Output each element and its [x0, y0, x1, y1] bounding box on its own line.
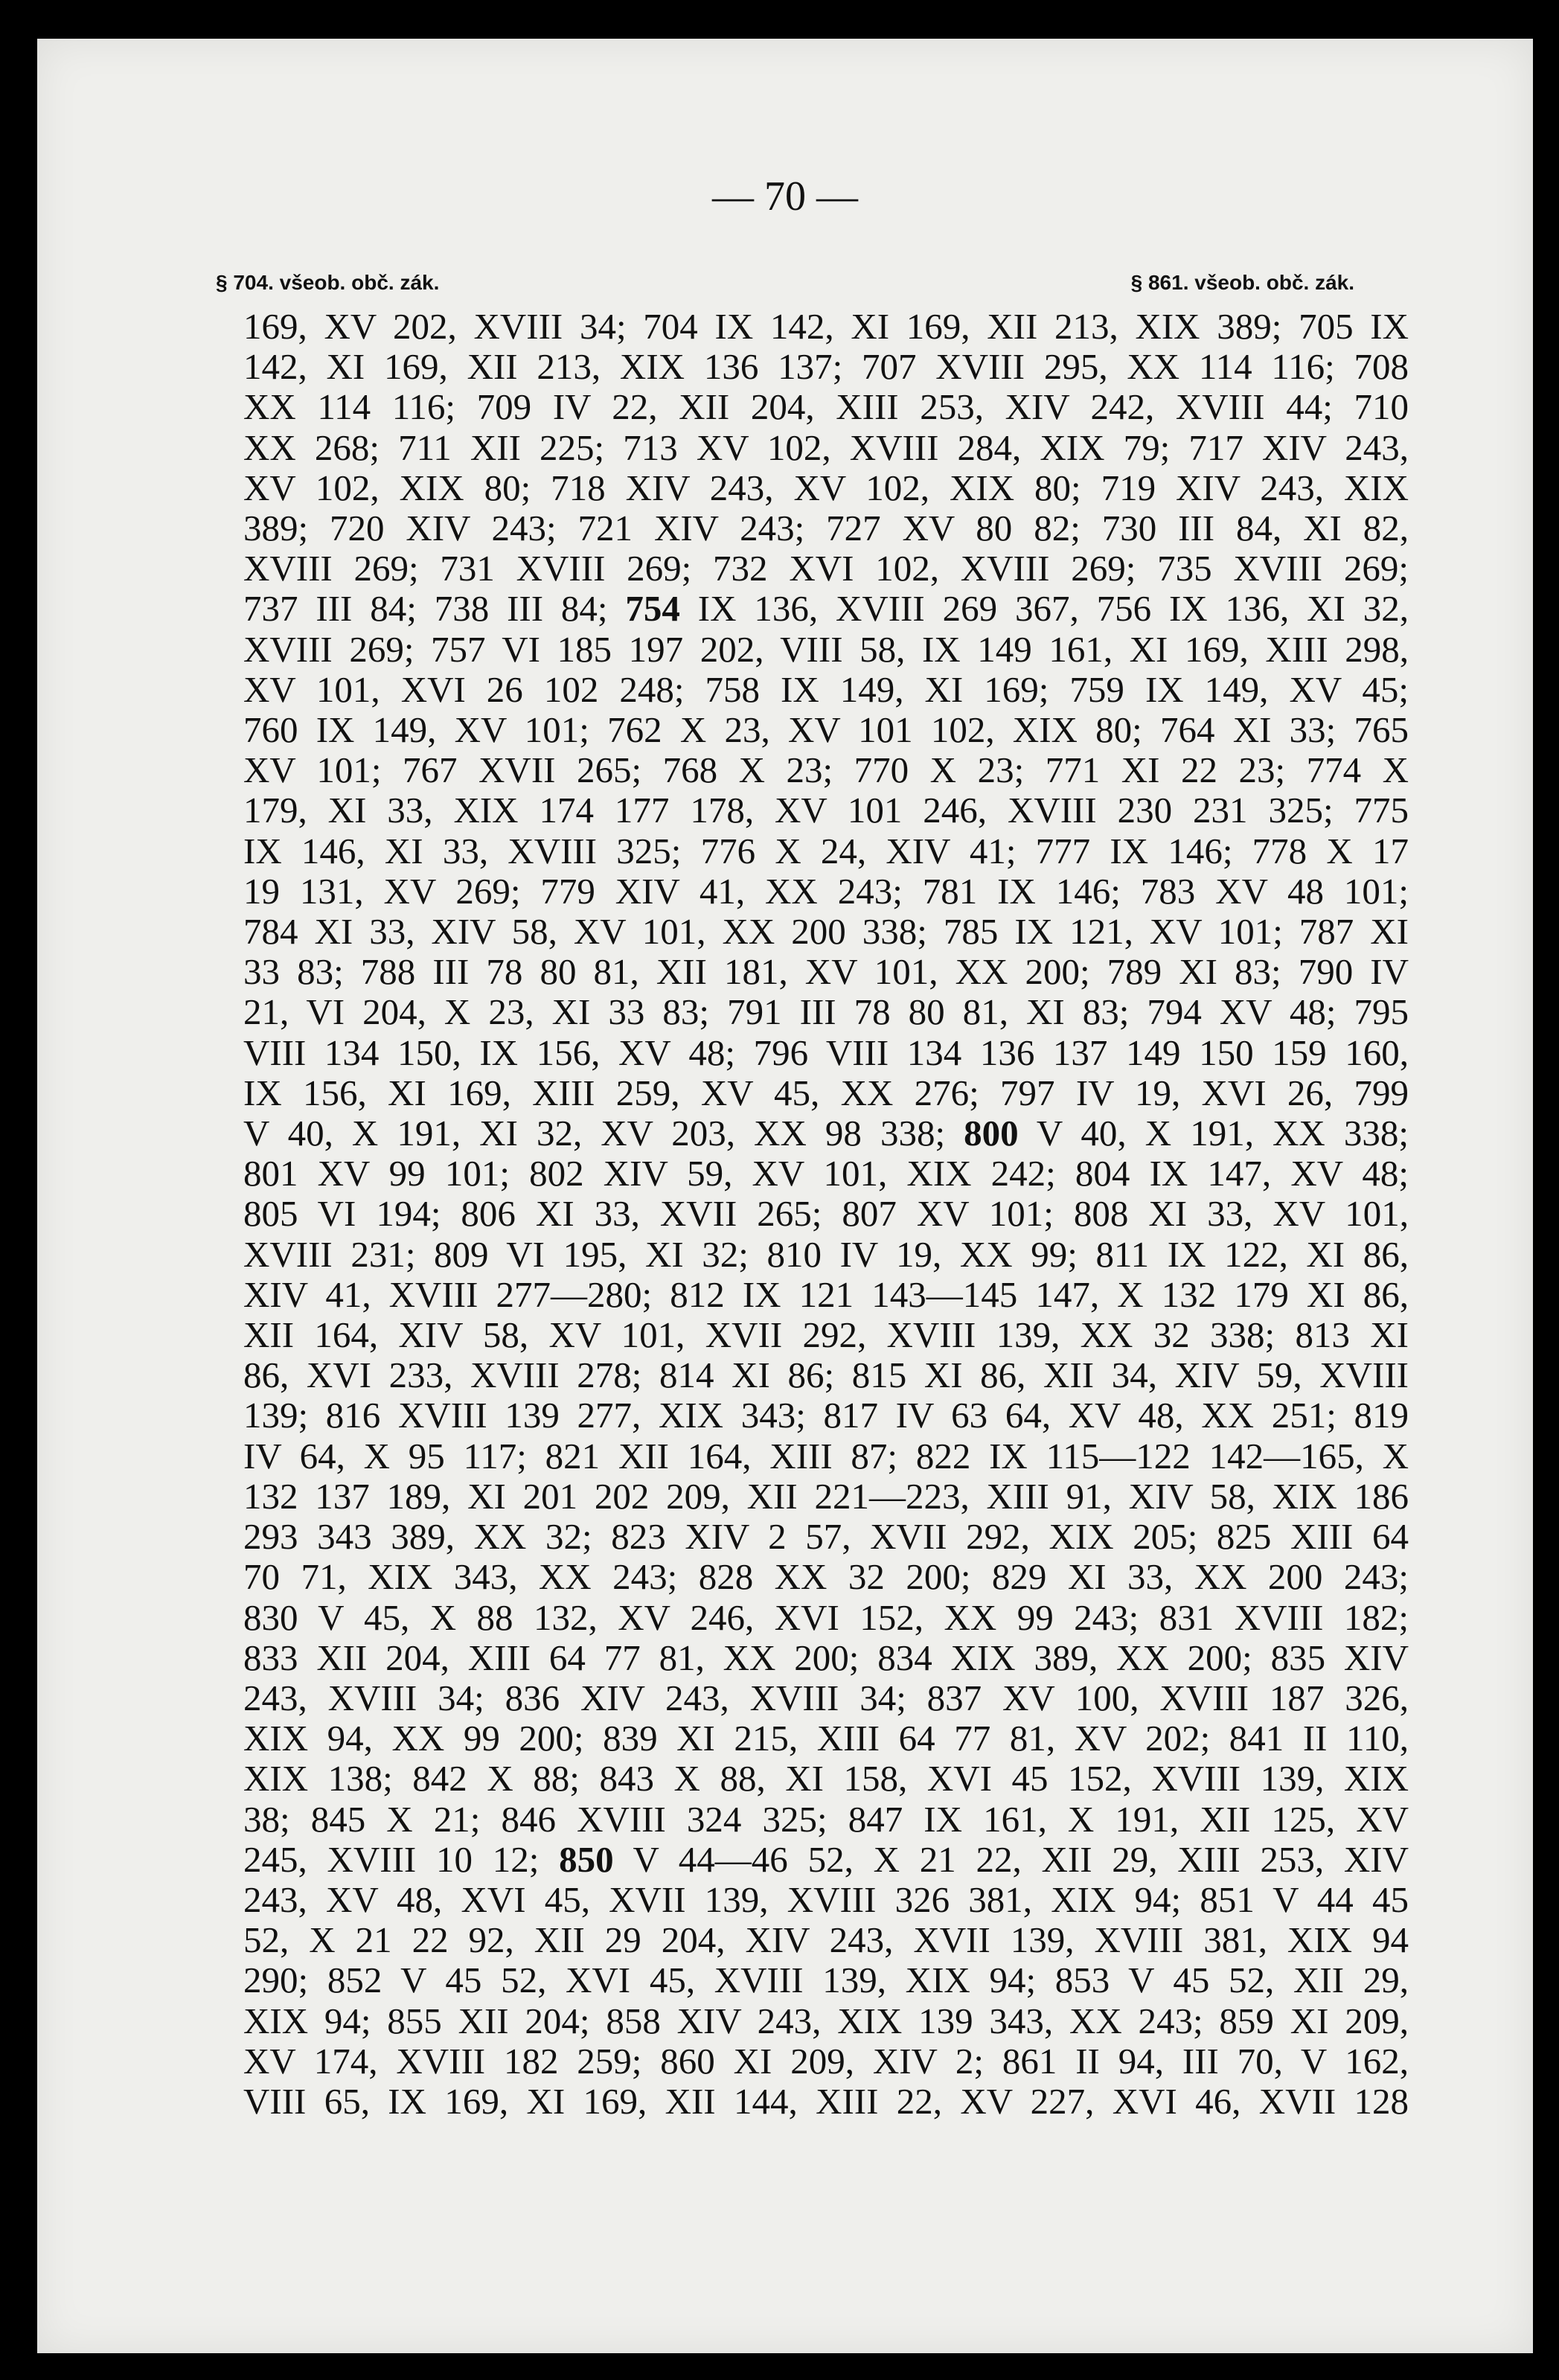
index-text-line: VIII 134 150, IX 156, XV 48; 796 VIII 134 136 137 149 150 159 160,: [243, 1031, 1409, 1073]
index-text-line: 243, XVIII 34; 836 XIV 243, XVIII 34; 837 XV 100, XVIII 187 326,: [243, 1677, 1409, 1718]
index-text-line: XVIII 269; 757 VI 185 197 202, VIII 58, IX 149 161, XI 169, XIII 298,: [243, 628, 1409, 670]
index-text-line: XIX 94; 855 XII 204; 858 XIV 243, XIX 139 343, XX 243; 859 XI 209,: [243, 2000, 1409, 2041]
index-text-line: 833 XII 204, XIII 64 77 81, XX 200; 834 XIX 389, XX 200; 835 XIV: [243, 1637, 1409, 1678]
index-text-line: 737 III 84; 738 III 84; 754 IX 136, XVIII 269 367, 756 IX 136, XI 32,: [243, 588, 1409, 630]
index-text-line: XIX 94, XX 99 200; 839 XI 215, XIII 64 77 81, XV 202; 841 II 110,: [243, 1718, 1409, 1759]
index-text-line: 243, XV 48, XVI 45, XVII 139, XVIII 326 381, XIX 94; 851 V 44 45: [243, 1878, 1409, 1920]
index-text-line: 132 137 189, XI 201 202 209, XII 221—223, XIII 91, XIV 58, XIX 186: [243, 1475, 1409, 1517]
index-text-line: 21, VI 204, X 23, XI 33 83; 791 III 78 80 81, XI 83; 794 XV 48; 795: [243, 991, 1409, 1033]
index-text-line: 33 83; 788 III 78 80 81, XII 181, XV 101, XX 200; 789 XI 83; 790 IV: [243, 951, 1409, 993]
index-text-line: 784 XI 33, XIV 58, XV 101, XX 200 338; 785 IX 121, XV 101; 787 XI: [243, 911, 1409, 953]
running-head-left: § 704. všeob. obč. zák.: [216, 271, 440, 294]
index-text-line: XIX 138; 842 X 88; 843 X 88, XI 158, XVI 45 152, XVIII 139, XIX: [243, 1758, 1409, 1800]
index-text-line: 52, X 21 22 92, XII 29 204, XIV 243, XVII 139, XVIII 381, XIX 94: [243, 1919, 1409, 1961]
index-text-line: 142, XI 169, XII 213, XIX 136 137; 707 XVIII 295, XX 114 116; 708: [243, 346, 1409, 388]
index-text-line: 139; 816 XVIII 139 277, XIX 343; 817 IV 63 64, XV 48, XX 251; 819: [243, 1395, 1409, 1436]
index-text-line: XV 101, XVI 26 102 248; 758 IX 149, XI 169; 759 IX 149, XV 45;: [243, 668, 1409, 710]
running-head-right: § 861. všeob. obč. zák.: [1130, 271, 1354, 294]
index-text-block: [243, 307, 1409, 2122]
page-number: — 70 —: [712, 173, 858, 220]
index-text-line: 70 71, XIX 343, XX 243; 828 XX 32 200; 829 XI 33, XX 200 243;: [243, 1556, 1409, 1598]
index-text-line: XV 174, XVIII 182 259; 860 XI 209, XIV 2; 861 II 94, III 70, V 162,: [243, 2040, 1409, 2082]
index-text-line: IX 146, XI 33, XVIII 325; 776 X 24, XIV 41; 777 IX 146; 778 X 17: [243, 830, 1409, 871]
index-text-line: VIII 65, IX 169, XI 169, XII 144, XIII 22, XV 227, XVI 46, XVII 128: [243, 2080, 1409, 2122]
index-text-line: IV 64, X 95 117; 821 XII 164, XIII 87; 822 IX 115—122 142—165, X: [243, 1435, 1409, 1477]
index-text-line: XV 102, XIX 80; 718 XIV 243, XV 102, XIX 80; 719 XIV 243, XIX: [243, 467, 1409, 508]
index-text-line: 179, XI 33, XIX 174 177 178, XV 101 246, XVIII 230 231 325; 775: [243, 790, 1409, 831]
index-text-line: 169, XV 202, XVIII 34; 704 IX 142, XI 169, XII 213, XIX 389; 705 IX: [243, 306, 1409, 347]
index-text-line: XVIII 269; 731 XVIII 269; 732 XVI 102, XVIII 269; 735 XVIII 269;: [243, 548, 1409, 589]
index-text-line: 38; 845 X 21; 846 XVIII 324 325; 847 IX 161, X 191, XII 125, XV: [243, 1798, 1409, 1840]
scanned-page: [37, 39, 1533, 2353]
index-text-line: XVIII 231; 809 VI 195, XI 32; 810 IV 19, XX 99; 811 IX 122, XI 86,: [243, 1233, 1409, 1275]
index-text-line: 805 VI 194; 806 XI 33, XVII 265; 807 XV 101; 808 XI 33, XV 101,: [243, 1193, 1409, 1235]
index-text-line: 830 V 45, X 88 132, XV 246, XVI 152, XX 99 243; 831 XVIII 182;: [243, 1596, 1409, 1638]
index-text-line: 760 IX 149, XV 101; 762 X 23, XV 101 102, XIX 80; 764 XI 33; 765: [243, 709, 1409, 751]
index-text-line: V 40, X 191, XI 32, XV 203, XX 98 338; 800 V 40, X 191, XX 338;: [243, 1113, 1409, 1154]
index-text-line: 389; 720 XIV 243; 721 XIV 243; 727 XV 80 82; 730 III 84, XI 82,: [243, 508, 1409, 549]
index-text-line: XIV 41, XVIII 277—280; 812 IX 121 143—145 147, X 132 179 XI 86,: [243, 1273, 1409, 1315]
index-text-line: XII 164, XIV 58, XV 101, XVII 292, XVIII 139, XX 32 338; 813 XI: [243, 1314, 1409, 1356]
index-text-line: 293 343 389, XX 32; 823 XIV 2 57, XVII 292, XIX 205; 825 XIII 64: [243, 1516, 1409, 1558]
index-text-line: IX 156, XI 169, XIII 259, XV 45, XX 276; 797 IV 19, XVI 26, 799: [243, 1072, 1409, 1113]
index-text-line: 19 131, XV 269; 779 XIV 41, XX 243; 781 IX 146; 783 XV 48 101;: [243, 870, 1409, 912]
index-text-line: 245, XVIII 10 12; 850 V 44—46 52, X 21 22, XII 29, XIII 253, XIV: [243, 1838, 1409, 1880]
index-text-line: 801 XV 99 101; 802 XIV 59, XV 101, XIX 242; 804 IX 147, XV 48;: [243, 1153, 1409, 1194]
index-text-line: 290; 852 V 45 52, XVI 45, XVIII 139, XIX 94; 853 V 45 52, XII 29,: [243, 1960, 1409, 2001]
index-text-line: XX 114 116; 709 IV 22, XII 204, XIII 253, XIV 242, XVIII 44; 710: [243, 386, 1409, 428]
index-text-line: 86, XVI 233, XVIII 278; 814 XI 86; 815 XI 86, XII 34, XIV 59, XVIII: [243, 1354, 1409, 1396]
index-text-line: XX 268; 711 XII 225; 713 XV 102, XVIII 284, XIX 79; 717 XIV 243,: [243, 426, 1409, 468]
index-text-line: XV 101; 767 XVII 265; 768 X 23; 770 X 23; 771 XI 22 23; 774 X: [243, 749, 1409, 791]
